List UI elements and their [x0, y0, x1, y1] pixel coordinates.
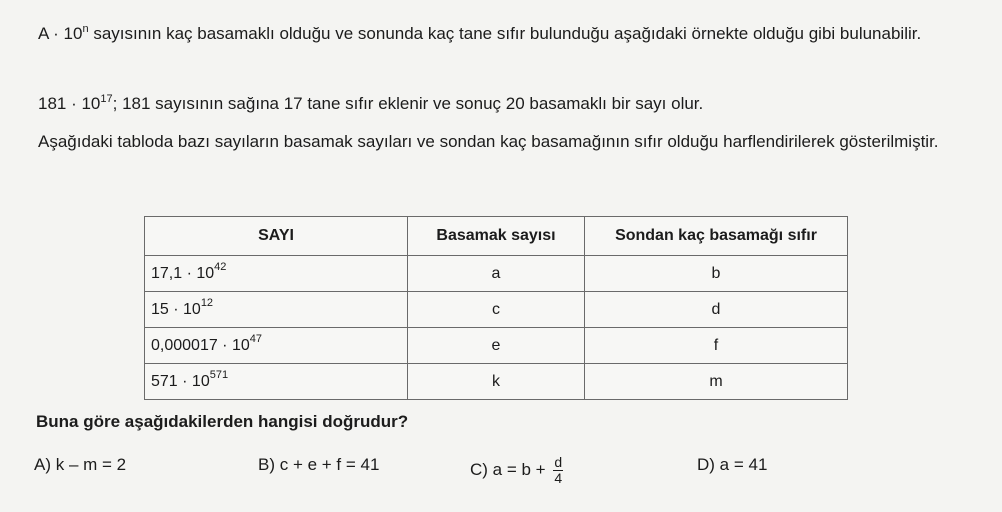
number-base: 17,1 · 10 [151, 264, 215, 282]
option-b[interactable]: B) c + e + f = 41 [258, 455, 380, 474]
digits-table [144, 216, 848, 400]
intro-p2-a: 181 · 10 [38, 94, 101, 113]
intro-p1-a: A [38, 24, 49, 43]
zeros-cell: b [585, 256, 848, 292]
intro-p1-c: sayısının kaç basamaklı olduğu ve sonunda kaç tane sıfır bulunduğu aşağıdaki örnekte olduğu gibi bulunabilir. [88, 24, 922, 43]
row-number [145, 292, 408, 328]
header-basamak-sayisi: Basamak sayısı [408, 217, 585, 256]
intro-p1-dot: · [53, 24, 59, 43]
table-header-row [145, 217, 848, 256]
number-exponent: 42 [214, 260, 227, 273]
table-row [145, 256, 848, 292]
table-row [145, 292, 848, 328]
digits-cell: c [408, 292, 585, 328]
intro-paragraph-2 [38, 92, 703, 115]
number-base: 0,000017 · 10 [151, 336, 250, 354]
digits-cell: e [408, 328, 585, 364]
option-c[interactable] [470, 455, 563, 486]
number-exponent: 47 [249, 332, 262, 345]
option-c-fraction [553, 455, 563, 486]
zeros-cell: f [585, 328, 848, 364]
row-number [145, 364, 408, 400]
intro-paragraph-3: Aşağıdaki tabloda bazı sayıların basamak sayıları ve sondan kaç basamağının sıfır olduğu harflendirilerek gösterilmiştir. [38, 132, 939, 151]
intro-paragraph-1 [38, 22, 968, 45]
fraction-numerator: d [554, 454, 563, 470]
table-row [145, 364, 848, 400]
intro-p2-exponent: 17 [100, 93, 113, 105]
intro-p1-exponent: n [82, 23, 89, 35]
number-base: 15 · 10 [151, 300, 201, 318]
row-number [145, 328, 408, 364]
header-sondan-sifir: Sondan kaç basamağı sıfır [585, 217, 848, 256]
zeros-cell: m [585, 364, 848, 400]
header-sayi: SAYI [145, 217, 408, 256]
option-d[interactable]: D) a = 41 [697, 455, 768, 474]
intro-p2-b: ; 181 sayısının sağına 17 tane sıfır eklenir ve sonuç 20 basamaklı bir sayı olur. [112, 94, 704, 113]
intro-p1-b: 10 [63, 24, 83, 43]
zeros-cell: d [585, 292, 848, 328]
number-exponent: 12 [200, 296, 214, 309]
option-a[interactable]: A) k – m = 2 [34, 455, 127, 474]
number-base: 571 · 10 [151, 372, 210, 390]
fraction-denominator: 4 [554, 470, 563, 486]
number-exponent: 571 [209, 368, 229, 381]
question-text: Buna göre aşağıdakilerden hangisi doğrudur? [36, 412, 409, 431]
digits-cell: a [408, 256, 585, 292]
option-c-prefix: C) a = b + [470, 459, 546, 479]
table-row [145, 328, 848, 364]
digits-cell: k [408, 364, 585, 400]
row-number [145, 256, 408, 292]
